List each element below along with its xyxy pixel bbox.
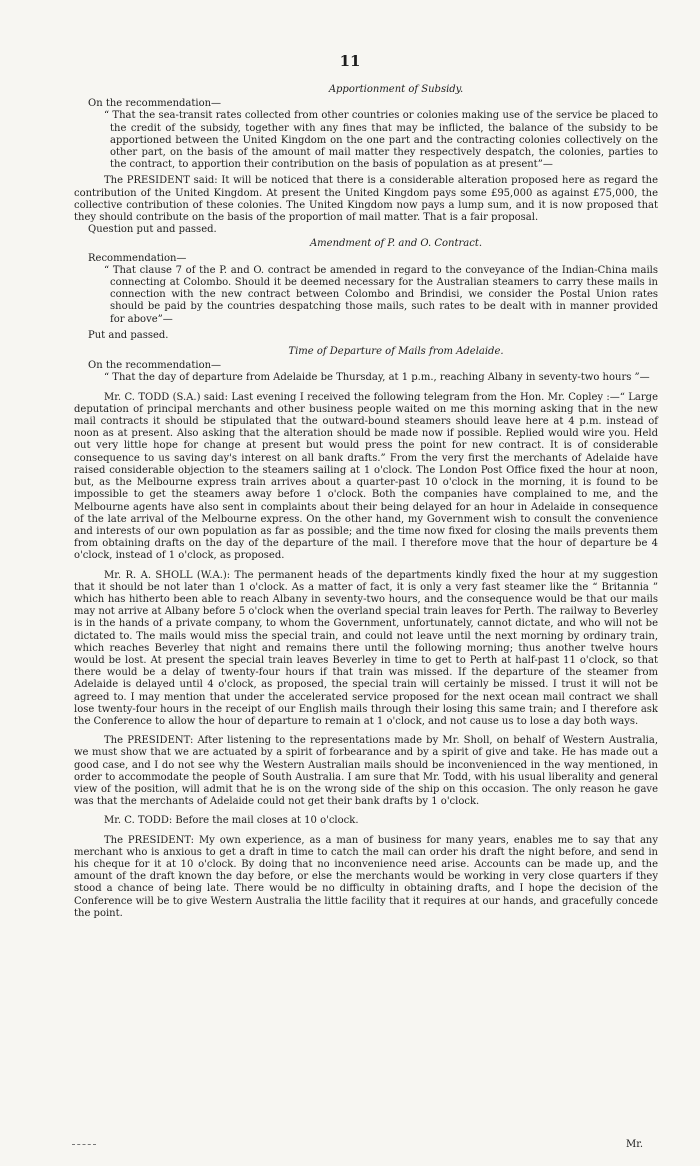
speech-sholl: Mr. R. A. SHOLL (W.A.): The permanent heads of the departments kindly fixed the hour at my suggestion that it should be not later than 1 o'clock. As a matter of fact, it is only a very fast steamer like the “ Britannia ” which has hitherto been able to reach Albany in seventy-two hours, and the consequence would be that our mails may not arrive at Albany before 5 o'clock when the overland special train leaves for Perth. The railway to Beverley is in the hands of a private company, to whom the Government, unfortunately, cannot dictate, and who will not be dictated to. The mails would miss the special train, and could not leave until the next morning by ordinary train, which reaches Beverley that night and remains there until the following morning; thus another twelve hours would be lost. At present the special train leaves Beverley in time to get to Perth at half-past 11 o'clock, so that there would be a delay of twenty-four hours if that train was missed. If the departure of the steamer from Adelaide is delayed until 4 o'clock, as proposed, the special train will certainly be missed. I trust it will not be agreed to. I may mention that under the accelerated service proposed for the next ocean mail contract we shall lose twenty-four hours in the receipt of our English mails through their losing this same train; and I therefore ask the Conference to allow the hour of departure to remain at 1 o'clock, and not cause us to lose a day both ways. <box>74 569 658 727</box>
section-heading-subsidy: Apportionment of Subsidy. <box>328 84 464 95</box>
footer-rule <box>72 1144 96 1148</box>
section-heading-contract: Amendment of P. and O. Contract. <box>309 238 483 250</box>
recommendation-quote: “ That the sea-transit rates collected from other countries or colonies making use of the service be placed to the credit of the subsidy, together with any fines that may be inflicted, the balance of the subsidy to be apportioned between the United Kingdom on the one part and the contracting colonies collectively on the other part, on the basis of the amount of mail matter they respectively despatch, the colonies, parties to the contract, to apportion their contribution on the basis of population as at present”— <box>104 110 658 171</box>
recommendation-lead: On the recommendation— <box>88 360 222 372</box>
speech-todd-reply: Mr. C. TODD: Before the mail closes at 10 o'clock. <box>104 815 359 827</box>
recommendation-lead: On the recommendation— <box>88 98 222 110</box>
president-remark: The PRESIDENT said: It will be noticed that there is a considerable alteration proposed here as regard the contribution of the United Kingdom. At present the United Kingdom pays some £95,000 as against £75,000, the collective contribution of these colonies. The United Kingdom now pays a lump sum, and it is now proposed that they should contribute on the basis of the proportion of mail matter. That is a fair proposal. <box>74 175 658 224</box>
section-heading-departure: Time of Departure of Mails from Adelaide. <box>288 346 504 358</box>
page-number: 11 <box>339 52 361 70</box>
page-body <box>74 82 658 920</box>
recommendation-quote: “ That the day of departure from Adelaide be Thursday, at 1 p.m., reaching Albany in seventy-two hours ”— <box>104 372 650 384</box>
motion-result: Put and passed. <box>88 329 169 341</box>
speech-president-final: The PRESIDENT: My own experience, as a man of business for many years, enables me to say that any merchant who is anxious to get a draft in time to catch the mail can order his draft the night before, and send in his cheque for it at 10 o'clock. By doing that no inconvenience need arise. Accounts can be made up, and the amount of the draft known the day before, or else the merchants would be working in very close quarters if they stood a chance of being late. There would be no difficulty in obtaining drafts, and I hope the decision of the Conference will be to give Western Australia the little facility that it requires at our hands, and gracefully concede the point. <box>74 834 658 919</box>
catchword: Mr. <box>626 1139 644 1150</box>
speech-president: The PRESIDENT: After listening to the representations made by Mr. Sholl, on behalf of Western Australia, we must show that we are actuated by a spirit of forbearance and by a spirit of give and take. He has made out a good case, and I do not see why the Western Australian mails should be inconvenienced in the way mentioned, in order to accommodate the people of South Australia. I am sure that Mr. Todd, with his usual liberality and general view of the position, will admit that he is on the wrong side of the ship on this occasion. The only reason he gave was that the merchants of Adelaide could not get their bank drafts by 1 o'clock. <box>74 735 658 808</box>
recommendation-quote: “ That clause 7 of the P. and O. contract be amended in regard to the conveyance of the Indian-China mails connecting at Colombo. Should it be deemed necessary for the Australian steamers to carry these mails in connection with the new contract between Colombo and Brindisi, we consider the Postal Union rates should be paid by the countries despatching those mails, such rates to be dealt with in manner provided for above”— <box>104 264 658 325</box>
motion-result: Question put and passed. <box>88 224 217 236</box>
speech-todd: Mr. C. TODD (S.A.) said: Last evening I received the following telegram from the Hon. Mr. Copley :—“ Large deputation of principal merchants and other business people waited on me this morning asking that in the new mail contracts it should be stipulated that the outward-bound steamers should leave here at 4 p.m. instead of noon as at present. Also asking that the alteration should be made now if possible. Replied would wire you. Held out very little hope for change at present but would press the point for new contract. It is of considerable consequence to us saving day's interest on all bank drafts.” From the very first the merchants of Adelaide have raised considerable objection to the steamers sailing at 1 o'clock. The London Post Office fixed the hour at noon, but, as the Melbourne express train arrives about a quarter-past 10 o'clock in the morning, it is found to be impossible to get the steamers away before 1 o'clock. Both the companies have complained to me, and the Melbourne agents have also sent in complaints about their being delayed for an hour in Adelaide in consequence of the late arrival of the Melbourne express. On the other hand, my Government wish to consult the convenience and interests of our own population as far as possible; and the time now fixed for closing the mails prevents them from obtaining drafts on the day of the departure of the mail. I therefore move that the hour of departure be 4 o'clock, instead of 1 o'clock, as proposed. <box>74 391 658 562</box>
recommendation-lead: Recommendation— <box>88 252 187 264</box>
